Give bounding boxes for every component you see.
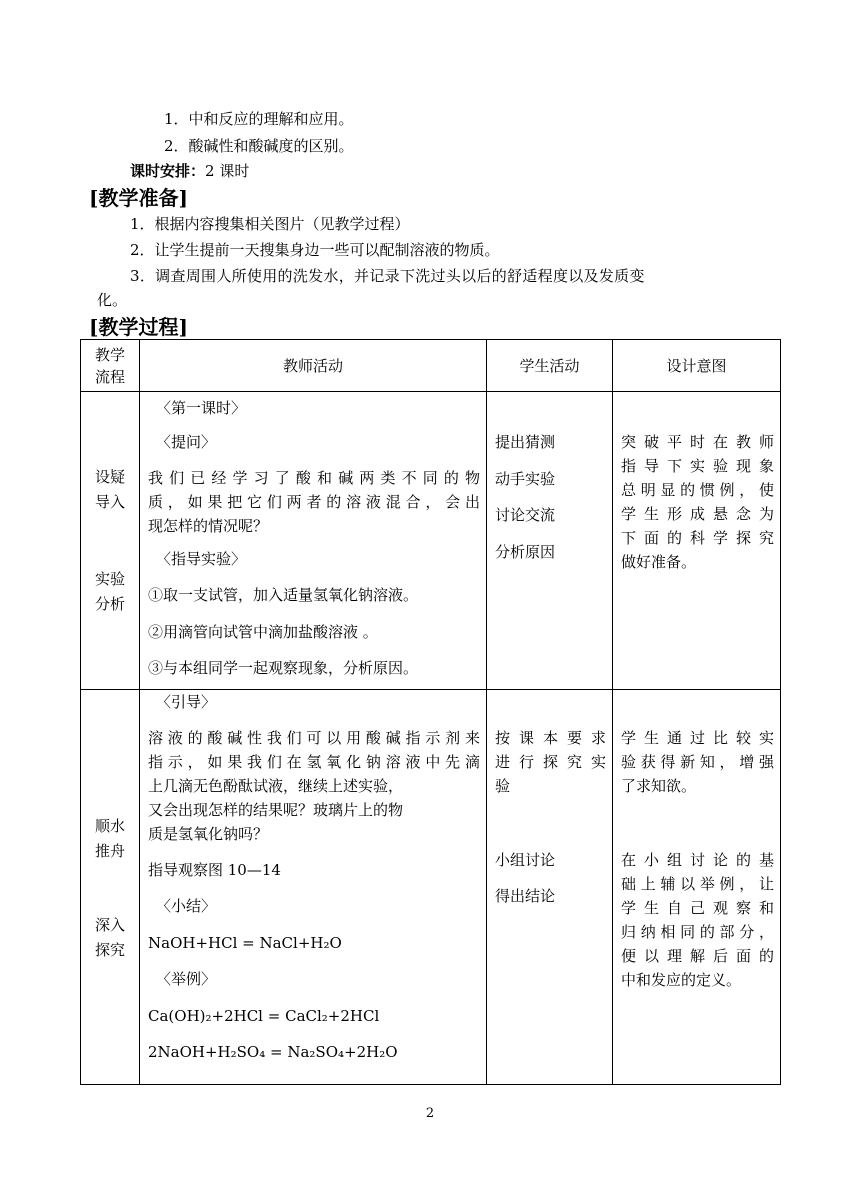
row1-phase-cell [81,392,140,690]
row2-student-item-2: 小组讨论 [495,851,556,869]
row2-phase2-line1: 深入 [94,916,125,934]
row2-example-tag: 〈举例〉 [156,970,217,988]
row1-intent-line3: 总明显的惯例，使 [621,481,774,499]
row2-equation-3: 2NaOH+H₂SO₄ = Na₂SO₄+2H₂O [148,1043,398,1061]
row2-phase2-line2: 探究 [94,941,125,959]
row2-intent-p2-line2: 础上辅以举例，让 [621,875,774,893]
row2-intent-p2-line5: 便以理解后面的 [621,947,774,965]
row2-lead-line5: 质是氢氧化钠吗？ [148,825,269,843]
row2-teacher-cell [140,690,487,1085]
row1-intent-line4: 学生形成悬念为 [621,505,774,523]
row1-student-cell [487,392,613,690]
lesson-process-table [80,339,781,1085]
row1-student-item-4: 分析原因 [495,543,556,561]
row2-observe: 指导观察图 10—14 [148,861,281,879]
row1-student-item-1: 提出猜测 [495,433,556,451]
row1-step-1: ①取一支试管，加入适量氢氧化钠溶液。 [148,586,419,604]
row1-intent-line1: 突破平时在教师 [621,433,774,451]
objective-item-1: 1．中和反应的理解和应用。 [164,110,354,128]
row1-phase2-line1: 实验 [94,570,125,588]
prep-item-3-line1: 3．调查周围人所使用的洗发水，并记录下洗过头以后的舒适程度以及发质变 [130,267,645,285]
row1-student-item-2: 动手实验 [495,470,556,488]
row1-intent-cell [613,392,781,690]
prep-item-2: 2．让学生提前一天搜集身边一些可以配制溶液的物质。 [130,241,500,259]
row2-lead-line2: 指示，如果我们在氢氧化钠溶液中先滴 [148,753,480,771]
row2-student-cell [487,690,613,1085]
row1-phase2-line2: 分析 [94,595,125,613]
row2-summary-tag: 〈小结〉 [156,897,217,915]
row2-intent-p1-line2: 验获得新知，增强 [621,753,774,771]
row1-ask-tag: 〈提问〉 [156,433,217,451]
row2-student-item-3: 得出结论 [495,887,556,905]
objective-item-2: 2．酸碱性和酸碱度的区别。 [164,137,354,155]
prep-item-3-line2: 化。 [97,291,128,309]
row1-session-tag: 〈第一课时〉 [156,399,247,417]
row1-question-line2: 质，如果把它们两者的溶液混合，会出 [148,493,480,511]
row2-intent-cell [613,690,781,1085]
row1-question-line1: 我们已经学习了酸和碱两类不同的物 [148,469,480,487]
prep-heading: [教学准备] [89,186,188,210]
row2-phase1-line2: 推舟 [94,842,125,860]
row1-guide-tag: 〈指导实验〉 [156,550,247,568]
row1-step-3: ③与本组同学一起观察现象，分析原因。 [148,659,419,677]
process-heading: [教学过程] [89,315,188,339]
schedule-value: 2 课时 [205,162,250,180]
row2-equation-2: Ca(OH)₂+2HCl = CaCl₂+2HCl [148,1007,380,1025]
row1-step-2: ②用滴管向试管中滴加盐酸溶液 。 [148,623,378,641]
row1-intent-line6: 做好准备。 [621,553,697,571]
row2-lead-line1: 溶液的酸碱性我们可以用酸碱指示剂来 [148,729,480,747]
row2-lead-line4: 又会出现怎样的结果呢？玻璃片上的物 [148,801,404,819]
row1-teacher-cell [140,392,487,690]
row1-student-item-3: 讨论交流 [495,506,556,524]
header-flow-line1: 教学 [94,345,125,364]
row2-intent-p2-line3: 学生自己观察和 [621,899,774,917]
row2-student-line2: 进行探究实 [495,753,606,771]
schedule-line [130,161,249,181]
schedule-label: 课时安排： [130,162,206,180]
row2-intent-p2-line6: 中和发应的定义。 [621,971,742,989]
row1-phase1-line2: 导入 [94,493,125,511]
table-header-row [81,340,781,392]
row2-equation-1: NaOH+HCl = NaCl+H₂O [148,934,342,952]
table-row-1 [81,392,781,690]
row2-student-line3: 验 [495,777,511,795]
row1-intent-line2: 指导下实验现象 [621,457,774,475]
row2-intent-p1-line3: 了求知欲。 [621,777,697,795]
header-flow-line2: 流程 [94,367,125,386]
header-flow [81,340,140,392]
row2-lead-line3: 上几滴无色酚酞试液，继续上述实验， [148,777,404,795]
row2-phase-cell [81,690,140,1085]
row2-lead-tag: 〈引导〉 [156,693,217,711]
page-number: 2 [425,1106,435,1121]
header-student: 学生活动 [487,340,613,392]
row2-intent-p1-line1: 学生通过比较实 [621,729,774,747]
row1-question-line3: 现怎样的情况呢？ [148,517,269,535]
row2-intent-p2-line4: 归纳相同的部分， [621,923,774,941]
row2-intent-p2-line1: 在小组讨论的基 [621,851,774,869]
header-teacher: 教师活动 [140,340,487,392]
row2-student-line1: 按课本要求 [495,729,606,747]
header-intent: 设计意图 [613,340,781,392]
row1-phase1-line1: 设疑 [94,468,125,486]
row1-intent-line5: 下面的科学探究 [621,529,774,547]
row2-phase1-line1: 顺水 [94,817,125,835]
table-row-2 [81,690,781,1085]
prep-item-1: 1．根据内容搜集相关图片（见教学过程） [130,215,410,233]
